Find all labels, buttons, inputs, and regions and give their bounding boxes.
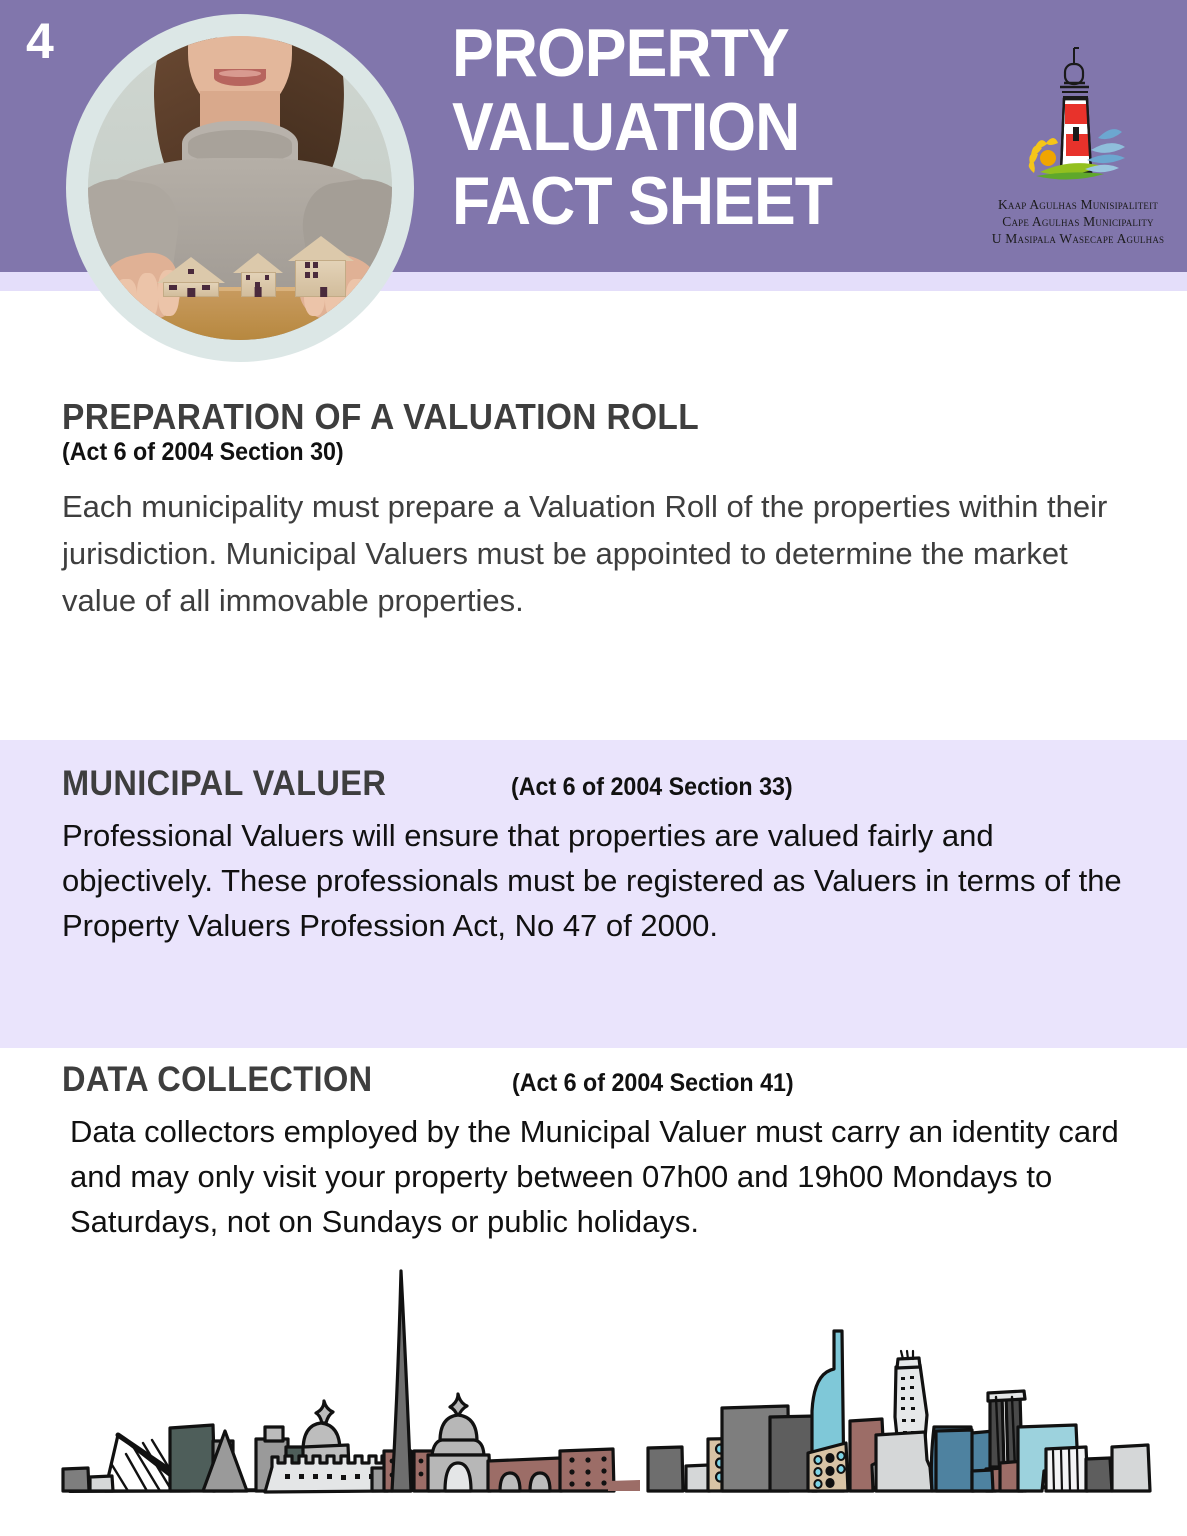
issue-number: 4: [26, 13, 53, 69]
section-2-act-reference: (Act 6 of 2004 Section 33): [510, 773, 793, 801]
section-1-act-reference: (Act 6 of 2004 Section 30): [62, 437, 344, 466]
section-3-act-reference: (Act 6 of 2004 Section 41): [511, 1069, 794, 1097]
section-3-title: DATA COLLECTION: [62, 1060, 373, 1099]
city-skyline-illustration: [0, 1255, 1187, 1505]
municipality-logo-text: [978, 196, 1178, 247]
section-municipal-valuer: [0, 766, 1187, 948]
logo-line-xh: U Masipala Wasecape Agulhas: [991, 231, 1165, 246]
photo-illustration: [88, 36, 392, 340]
section-preparation-of-a-valuation-roll: [0, 398, 1187, 624]
section-1-title: PREPARATION OF A VALUATION ROLL: [62, 396, 700, 437]
logo-line-af: Kaap Agulhas Munisipaliteit: [997, 197, 1159, 212]
logo-line-en: Cape Agulhas Municipality: [1002, 214, 1154, 229]
lighthouse-icon: [978, 42, 1174, 202]
page-title-line-2: VALUATION: [452, 89, 800, 165]
section-3-body: Data collectors employed by the Municipal Valuer must carry an identity card and may only visit your property between 07h00 and 19h00 Mondays to Saturdays, not on Sundays or public holidays.: [70, 1113, 1119, 1239]
section-2-body: Professional Valuers will ensure that properties are valued fairly and objectively. These professionals must be registered as Valuers in terms of the Property Valuers Profession Act, No 47 of 2000.: [62, 817, 1122, 943]
page-title-line-1: PROPERTY: [452, 15, 789, 91]
page-title-line-3: FACT SHEET: [452, 163, 833, 239]
section-2-title: MUNICIPAL VALUER: [62, 764, 387, 803]
section-data-collection: [0, 1062, 1187, 1244]
header-photo: [88, 36, 392, 340]
page-title: [452, 16, 952, 238]
section-1-body: Each municipality must prepare a Valuation Roll of the properties within their jurisdiction. Municipal Valuers must be appointed to determine the market value of all immovable properties.: [62, 488, 1108, 618]
